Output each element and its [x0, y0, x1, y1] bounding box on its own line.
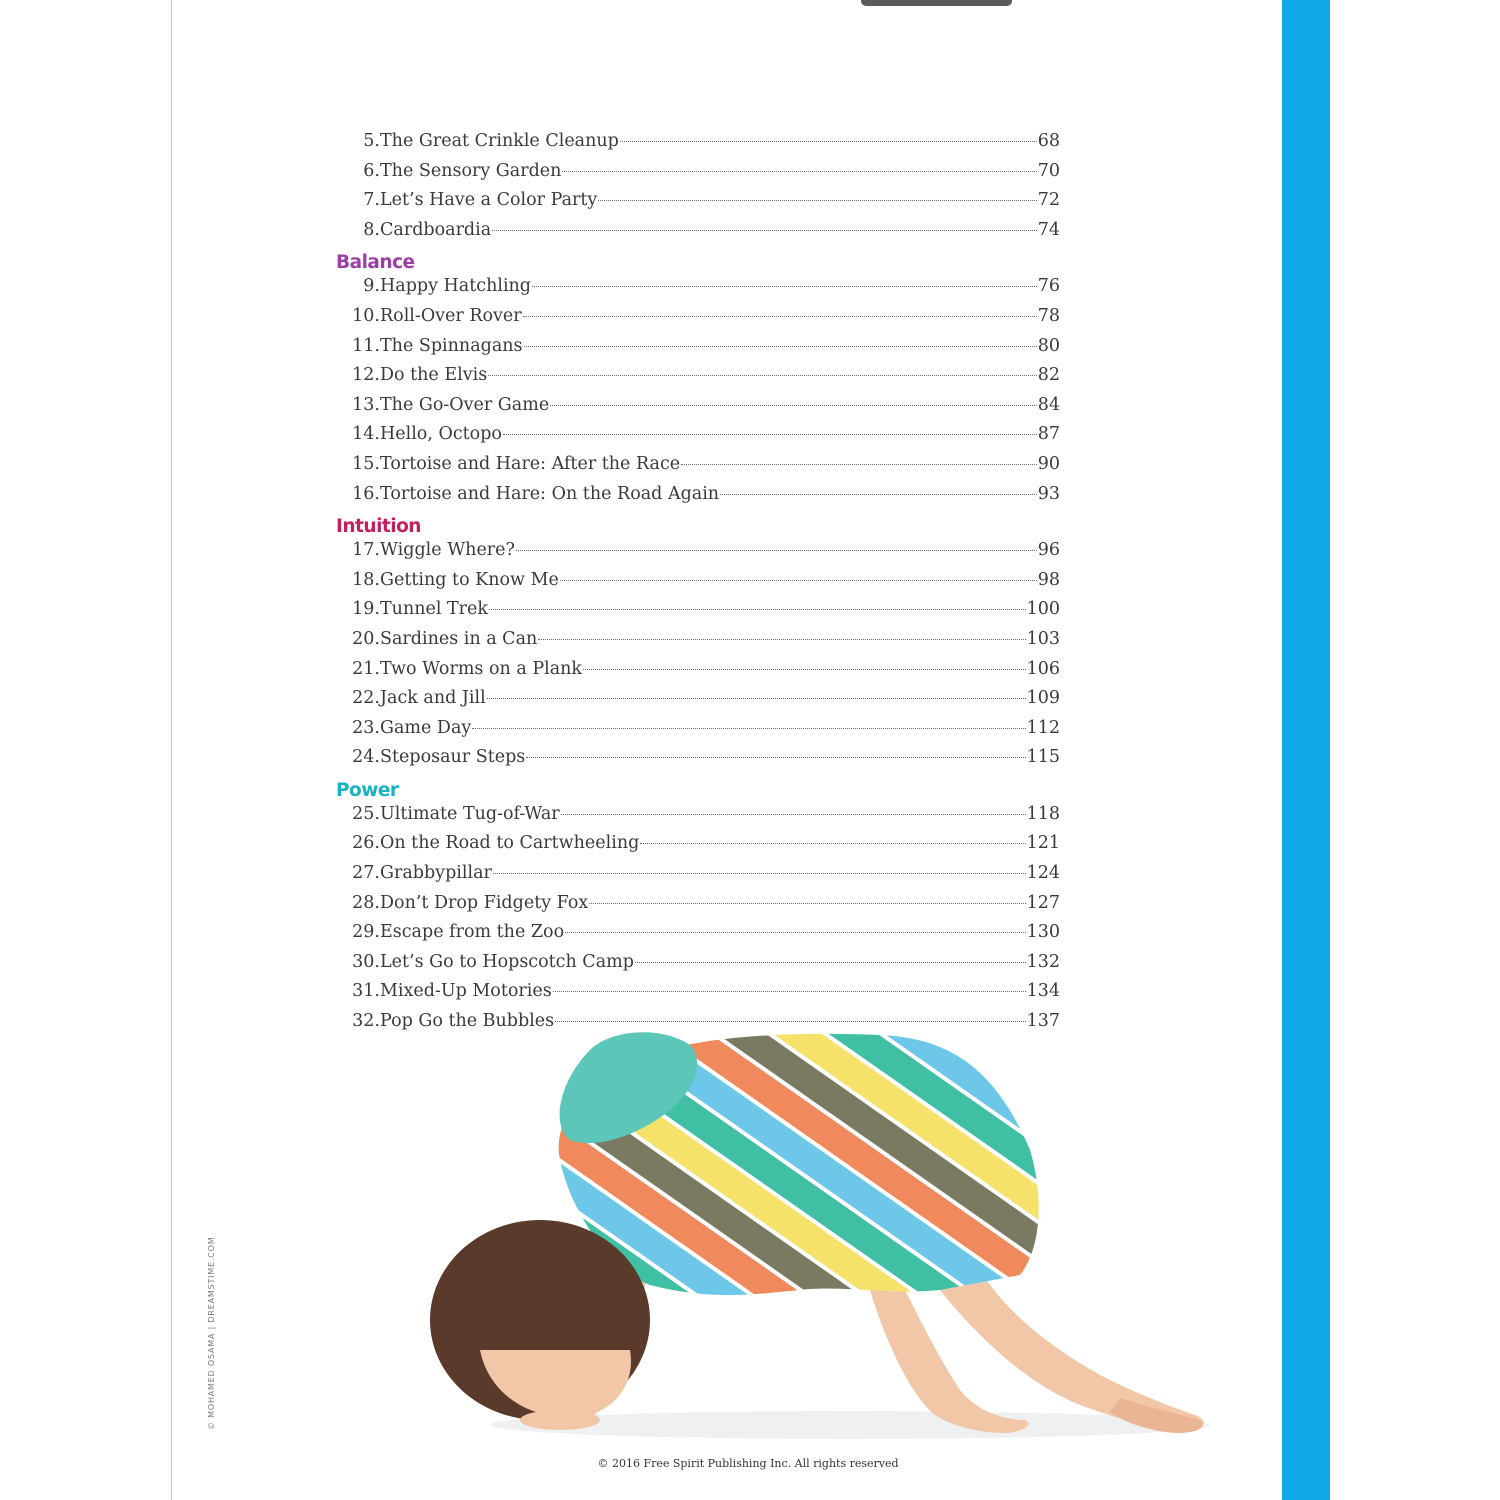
- entry-page-number: 127: [1026, 892, 1060, 913]
- entry-number: 19.: [352, 599, 380, 620]
- toc-entry[interactable]: [334, 922, 1060, 952]
- toc-entry[interactable]: [334, 161, 1060, 191]
- toc-entry[interactable]: [334, 599, 1060, 629]
- entry-page-number: 106: [1026, 658, 1060, 679]
- entry-page-number: 109: [1026, 688, 1060, 709]
- dot-leader: [532, 286, 1037, 287]
- entry-page-number: 121: [1026, 833, 1060, 854]
- dot-leader: [538, 639, 1025, 640]
- toc-entry[interactable]: [334, 131, 1060, 161]
- entry-page-number: 87: [1037, 424, 1060, 445]
- dot-leader: [720, 494, 1037, 495]
- toc-entry[interactable]: [334, 570, 1060, 600]
- toc-entry[interactable]: [334, 863, 1060, 893]
- blue-edge-bar: [1282, 0, 1330, 1500]
- entry-page-number: 118: [1026, 803, 1060, 824]
- entry-title: Let’s Go to Hopscotch Camp: [380, 951, 634, 972]
- entry-number: 14.: [352, 424, 380, 445]
- entry-number: 13.: [352, 394, 380, 415]
- entry-page-number: 84: [1037, 394, 1060, 415]
- entry-title: Tunnel Trek: [380, 599, 488, 620]
- entry-number: 10.: [352, 305, 380, 326]
- entry-title: Cardboardia: [380, 219, 492, 240]
- entry-number: 21.: [352, 658, 380, 679]
- entry-page-number: 82: [1037, 365, 1060, 386]
- toc-entry[interactable]: [334, 306, 1060, 336]
- entry-page-number: 112: [1026, 717, 1060, 738]
- toc-entry[interactable]: [334, 424, 1060, 454]
- entry-title: The Sensory Garden: [380, 160, 562, 181]
- copyright-notice: [0, 1457, 1500, 1470]
- entry-page-number: 78: [1037, 305, 1060, 326]
- entry-title: Ultimate Tug-of-War: [380, 803, 560, 824]
- dot-leader: [526, 757, 1025, 758]
- entry-number: 6.: [363, 160, 380, 181]
- dot-leader: [583, 669, 1026, 670]
- photo-credit: © MOHAMED OSAMA | DREAMSTIME.COM: [207, 1236, 216, 1430]
- dot-leader: [524, 346, 1037, 347]
- entry-page-number: 90: [1037, 453, 1060, 474]
- entry-title: Escape from the Zoo: [380, 922, 565, 943]
- dot-leader: [472, 728, 1025, 729]
- toc-entry[interactable]: [334, 688, 1060, 718]
- entry-page-number: 137: [1026, 1011, 1060, 1032]
- dot-leader: [560, 580, 1037, 581]
- entry-title: Roll-Over Rover: [380, 305, 522, 326]
- entry-page-number: 93: [1037, 483, 1060, 504]
- dot-leader: [489, 609, 1026, 610]
- toc-entry[interactable]: [334, 893, 1060, 923]
- entry-number: 17.: [352, 540, 380, 561]
- entry-number: 15.: [352, 453, 380, 474]
- entry-page-number: 100: [1026, 599, 1060, 620]
- toc-entry[interactable]: [334, 833, 1060, 863]
- entry-title: Don’t Drop Fidgety Fox: [380, 892, 589, 913]
- dot-leader: [635, 962, 1026, 963]
- entry-page-number: 74: [1037, 219, 1060, 240]
- toc-entry[interactable]: [334, 747, 1060, 777]
- toc-entry[interactable]: [334, 484, 1060, 514]
- toc-entry[interactable]: [334, 540, 1060, 570]
- entry-number: 16.: [352, 483, 380, 504]
- entry-title: On the Road to Cartwheeling: [380, 833, 640, 854]
- entry-number: 24.: [352, 747, 380, 768]
- entry-page-number: 115: [1026, 747, 1060, 768]
- entry-number: 28.: [352, 892, 380, 913]
- entry-title: Do the Elvis: [380, 365, 488, 386]
- toc-entry[interactable]: [334, 952, 1060, 982]
- entry-page-number: 80: [1037, 335, 1060, 356]
- dot-leader: [589, 903, 1025, 904]
- entry-title: The Go-Over Game: [380, 394, 550, 415]
- toc-entry[interactable]: [334, 190, 1060, 220]
- section-heading-intuition: Intuition: [336, 516, 421, 538]
- toc-entry[interactable]: [334, 276, 1060, 306]
- entry-page-number: 132: [1026, 951, 1060, 972]
- toc-entry[interactable]: [334, 629, 1060, 659]
- dot-leader: [492, 230, 1037, 231]
- dot-leader: [620, 141, 1037, 142]
- entry-title: Game Day: [380, 717, 472, 738]
- toc-entry[interactable]: [334, 804, 1060, 834]
- toc-entry[interactable]: [334, 220, 1060, 250]
- section-heading-balance: Balance: [336, 252, 415, 274]
- entry-number: 22.: [352, 688, 380, 709]
- entry-number: 30.: [352, 951, 380, 972]
- entry-page-number: 68: [1037, 131, 1060, 151]
- entry-number: 31.: [352, 981, 380, 1002]
- entry-title: Hello, Octopo: [380, 424, 502, 445]
- dot-leader: [681, 464, 1037, 465]
- dot-leader: [561, 814, 1026, 815]
- toc-entry[interactable]: [334, 336, 1060, 366]
- toc-entry[interactable]: [334, 365, 1060, 395]
- dot-leader: [640, 843, 1025, 844]
- entry-page-number: 72: [1037, 190, 1060, 211]
- table-of-contents: [334, 131, 1060, 1041]
- entry-number: 9.: [363, 276, 380, 297]
- toddler-downward-dog-photo: [420, 1020, 1220, 1460]
- entry-number: 32.: [352, 1011, 380, 1032]
- entry-title: Wiggle Where?: [380, 540, 515, 561]
- dot-leader: [562, 171, 1036, 172]
- dot-leader: [488, 375, 1037, 376]
- dot-leader: [487, 698, 1026, 699]
- entry-title: Let’s Have a Color Party: [380, 190, 598, 211]
- entry-number: 18.: [352, 569, 380, 590]
- entry-number: 8.: [363, 219, 380, 240]
- entry-title: Tortoise and Hare: On the Road Again: [380, 483, 720, 504]
- entry-title: Mixed-Up Motories: [380, 981, 552, 1002]
- dot-leader: [516, 550, 1037, 551]
- toc-entry[interactable]: [334, 454, 1060, 484]
- entry-number: 5.: [363, 131, 380, 151]
- entry-page-number: 76: [1037, 276, 1060, 297]
- entry-page-number: 124: [1026, 863, 1060, 884]
- entry-number: 27.: [352, 863, 380, 884]
- entry-page-number: 103: [1026, 628, 1060, 649]
- toc-entry[interactable]: [334, 718, 1060, 748]
- dot-leader: [523, 316, 1037, 317]
- entry-page-number: 134: [1026, 981, 1060, 1002]
- entry-number: 11.: [352, 335, 380, 356]
- entry-number: 20.: [352, 628, 380, 649]
- dot-leader: [565, 932, 1025, 933]
- top-tab: [861, 0, 1012, 6]
- entry-title: Happy Hatchling: [380, 276, 532, 297]
- entry-number: 25.: [352, 803, 380, 824]
- entry-title: Pop Go the Bubbles: [380, 1011, 555, 1032]
- entry-title: The Spinnagans: [380, 335, 523, 356]
- entry-title: Grabbypillar: [380, 863, 492, 884]
- entry-number: 23.: [352, 717, 380, 738]
- entry-title: Two Worms on a Plank: [380, 658, 583, 679]
- dot-leader: [550, 405, 1037, 406]
- dot-leader: [493, 873, 1026, 874]
- entry-title: The Great Crinkle Cleanup: [380, 131, 619, 151]
- entry-page-number: 70: [1037, 160, 1060, 181]
- entry-number: 26.: [352, 833, 380, 854]
- entry-number: 7.: [363, 190, 380, 211]
- toc-entry[interactable]: [334, 659, 1060, 689]
- dot-leader: [503, 434, 1037, 435]
- entry-title: Jack and Jill: [380, 688, 486, 709]
- entry-number: 12.: [352, 365, 380, 386]
- entry-page-number: 96: [1037, 540, 1060, 561]
- copyright-text: © 2016 Free Spirit Publishing Inc. All rights reserved: [597, 1457, 899, 1470]
- entry-number: 29.: [352, 922, 380, 943]
- entry-title: Steposaur Steps: [380, 747, 526, 768]
- entry-page-number: 130: [1026, 922, 1060, 943]
- dot-leader: [553, 991, 1026, 992]
- toc-entry[interactable]: [334, 981, 1060, 1011]
- section-heading-power: Power: [336, 779, 399, 801]
- entry-title: Sardines in a Can: [380, 628, 538, 649]
- entry-title: Tortoise and Hare: After the Race: [380, 453, 681, 474]
- dot-leader: [598, 200, 1036, 201]
- entry-page-number: 98: [1037, 569, 1060, 590]
- toc-entry[interactable]: [334, 395, 1060, 425]
- entry-title: Getting to Know Me: [380, 569, 559, 590]
